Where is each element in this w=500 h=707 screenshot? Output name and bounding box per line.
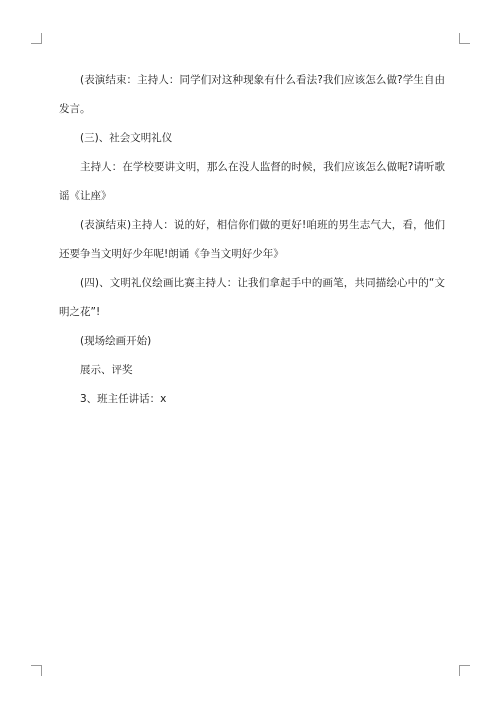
section-heading-drawing-contest: (四)、文明礼仪绘画比赛主持人：让我们拿起手中的画笔，共同描绘心中的“文明之花”! [59,277,445,318]
crop-mark-top-right [459,33,470,44]
paragraph-teacher-speech: 3、班主任讲话：x [80,393,167,405]
paragraph-display-awards: 展示、评奖 [80,364,133,376]
paragraph-drawing-begins: (现场绘画开始) [80,335,152,347]
crop-mark-top-left [31,33,42,44]
crop-mark-bottom-left [31,665,42,676]
paragraph-host-recitation: (表演结束)主持人：说的好，相信你们做的更好!咱班的男生志气大，看，他们还要争当文明好少年呢!朗诵《争当文明好少年》 [59,219,445,260]
paragraph-host-civility-song: 主持人：在学校要讲文明，那么在没人监督的时候，我们应该怎么做呢?请听歌谣《让座》 [59,161,445,202]
paragraph-performance-end-discussion: (表演结束：主持人：同学们对这种现象有什么看法?我们应该怎么做?学生自由发言。 [59,74,445,115]
crop-mark-bottom-right [459,665,470,676]
document-body [59,66,445,414]
section-heading-social-etiquette: (三)、社会文明礼仪 [80,132,173,144]
